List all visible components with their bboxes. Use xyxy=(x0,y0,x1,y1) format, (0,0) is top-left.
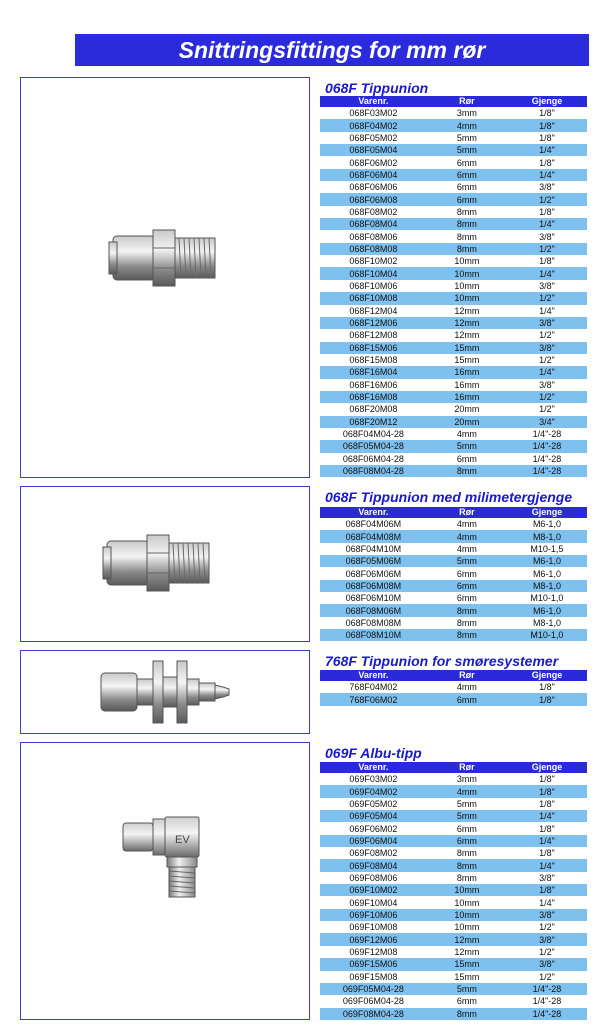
cell-ror: 8mm xyxy=(427,206,507,218)
cell-varenr: 068F05M02 xyxy=(320,132,427,144)
cell-ror: 10mm xyxy=(427,255,507,267)
column-header-ror: Rør xyxy=(427,762,507,773)
cell-varenr: 068F04M04-28 xyxy=(320,428,427,440)
cell-ror: 8mm xyxy=(427,465,507,477)
cell-gjenge: 3/8" xyxy=(507,181,587,193)
table-row xyxy=(320,107,587,119)
table-row xyxy=(320,354,587,366)
cell-gjenge: 1/4"-28 xyxy=(507,428,587,440)
cell-varenr: 069F06M04-28 xyxy=(320,995,427,1007)
table-row xyxy=(320,798,587,810)
cell-varenr: 069F12M08 xyxy=(320,946,427,958)
cell-ror: 8mm xyxy=(427,629,507,641)
cell-varenr: 069F10M02 xyxy=(320,884,427,896)
cell-gjenge: 1/8" xyxy=(507,847,587,859)
cell-ror: 6mm xyxy=(427,169,507,181)
cell-varenr: 068F12M08 xyxy=(320,329,427,341)
cell-ror: 3mm xyxy=(427,773,507,785)
cell-gjenge: 3/8" xyxy=(507,342,587,354)
table-row xyxy=(320,995,587,1007)
cell-ror: 8mm xyxy=(427,230,507,242)
cell-varenr: 068F12M06 xyxy=(320,317,427,329)
table-row xyxy=(320,958,587,970)
table-header-row xyxy=(320,96,587,107)
cell-ror: 10mm xyxy=(427,921,507,933)
table-row xyxy=(320,884,587,896)
parts-table-albu xyxy=(320,762,587,1020)
column-header-ror: Rør xyxy=(427,96,507,107)
cell-varenr: 068F10M06 xyxy=(320,280,427,292)
cell-gjenge: 1/8" xyxy=(507,798,587,810)
cell-ror: 8mm xyxy=(427,1008,507,1020)
cell-varenr: 068F08M04-28 xyxy=(320,465,427,477)
table-row xyxy=(320,181,587,193)
section-title-tippunion-metric: 068F Tippunion med milimetergjenge xyxy=(325,489,573,505)
table-row xyxy=(320,267,587,279)
cell-ror: 6mm xyxy=(427,835,507,847)
page-title: Snittringsfittings for mm rør xyxy=(178,37,486,63)
cell-varenr: 069F10M08 xyxy=(320,921,427,933)
table-header-row xyxy=(320,670,587,681)
cell-gjenge: 1/4" xyxy=(507,169,587,181)
cell-gjenge: 1/8" xyxy=(507,785,587,797)
table-row xyxy=(320,243,587,255)
cell-gjenge: M8-1,0 xyxy=(507,530,587,542)
cell-varenr: 069F15M06 xyxy=(320,958,427,970)
cell-gjenge: M8-1,0 xyxy=(507,617,587,629)
table-row xyxy=(320,810,587,822)
cell-gjenge: 1/2" xyxy=(507,403,587,415)
column-header-gjenge: Gjenge xyxy=(507,507,587,518)
cell-ror: 12mm xyxy=(427,933,507,945)
cell-gjenge: 3/8" xyxy=(507,280,587,292)
cell-varenr: 068F08M06 xyxy=(320,230,427,242)
table-row xyxy=(320,872,587,884)
cell-gjenge: 3/4" xyxy=(507,416,587,428)
cell-varenr: 068F06M08M xyxy=(320,580,427,592)
cell-gjenge: 1/8" xyxy=(507,156,587,168)
table-row xyxy=(320,342,587,354)
cell-ror: 4mm xyxy=(427,681,507,693)
table-row xyxy=(320,530,587,542)
product-photo-tippunion xyxy=(20,77,310,478)
cell-varenr: 068F04M10M xyxy=(320,543,427,555)
cell-ror: 16mm xyxy=(427,366,507,378)
cell-gjenge: 1/8" xyxy=(507,693,587,705)
cell-gjenge: 1/2" xyxy=(507,292,587,304)
product-photo-grease xyxy=(20,650,310,734)
cell-varenr: 068F16M08 xyxy=(320,391,427,403)
cell-gjenge: 1/2" xyxy=(507,391,587,403)
cell-gjenge: 1/4" xyxy=(507,366,587,378)
cell-gjenge: 1/4" xyxy=(507,218,587,230)
column-header-varenr: Varenr. xyxy=(320,670,427,681)
cell-ror: 20mm xyxy=(427,403,507,415)
cell-varenr: 068F05M06M xyxy=(320,555,427,567)
cell-gjenge: 1/8" xyxy=(507,255,587,267)
table-row xyxy=(320,206,587,218)
cell-ror: 8mm xyxy=(427,243,507,255)
cell-gjenge: 1/4" xyxy=(507,144,587,156)
cell-gjenge: 1/2" xyxy=(507,243,587,255)
table-row xyxy=(320,280,587,292)
cell-varenr: 068F15M08 xyxy=(320,354,427,366)
cell-ror: 10mm xyxy=(427,909,507,921)
elbow-fitting-label: EV xyxy=(175,834,190,846)
cell-varenr: 069F08M02 xyxy=(320,847,427,859)
cell-gjenge: 1/8" xyxy=(507,132,587,144)
cell-gjenge: 1/4"-28 xyxy=(507,440,587,452)
column-header-ror: Rør xyxy=(427,670,507,681)
parts-table-grease xyxy=(320,670,587,706)
cell-varenr: 069F06M02 xyxy=(320,822,427,834)
cell-gjenge: 1/4"-28 xyxy=(507,465,587,477)
elbow-fitting-icon xyxy=(119,813,209,903)
table-row xyxy=(320,629,587,641)
table-row xyxy=(320,971,587,983)
cell-ror: 12mm xyxy=(427,317,507,329)
cell-gjenge: 1/2" xyxy=(507,971,587,983)
cell-varenr: 068F08M08 xyxy=(320,243,427,255)
cell-ror: 10mm xyxy=(427,267,507,279)
cell-varenr: 068F08M10M xyxy=(320,629,427,641)
cell-gjenge: 1/2" xyxy=(507,354,587,366)
cell-ror: 5mm xyxy=(427,798,507,810)
cell-varenr: 069F05M04-28 xyxy=(320,983,427,995)
cell-gjenge: 1/2" xyxy=(507,921,587,933)
cell-ror: 5mm xyxy=(427,132,507,144)
table-row xyxy=(320,785,587,797)
cell-gjenge: 1/4" xyxy=(507,859,587,871)
cell-varenr: 068F08M02 xyxy=(320,206,427,218)
column-header-ror: Rør xyxy=(427,507,507,518)
column-header-gjenge: Gjenge xyxy=(507,670,587,681)
table-row xyxy=(320,379,587,391)
table-row xyxy=(320,896,587,908)
parts-table-tippunion xyxy=(320,96,587,477)
table-row xyxy=(320,440,587,452)
straight-union-fitting-icon xyxy=(107,218,219,298)
table-row xyxy=(320,132,587,144)
column-header-gjenge: Gjenge xyxy=(507,96,587,107)
parts-table-tippunion-metric xyxy=(320,507,587,641)
cell-varenr: 768F06M02 xyxy=(320,693,427,705)
cell-varenr: 068F05M04-28 xyxy=(320,440,427,452)
cell-ror: 6mm xyxy=(427,693,507,705)
cell-varenr: 068F16M06 xyxy=(320,379,427,391)
table-row xyxy=(320,773,587,785)
table-row xyxy=(320,567,587,579)
cell-ror: 15mm xyxy=(427,971,507,983)
cell-ror: 12mm xyxy=(427,946,507,958)
cell-ror: 6mm xyxy=(427,567,507,579)
cell-gjenge: 3/8" xyxy=(507,317,587,329)
table-row xyxy=(320,218,587,230)
table-row xyxy=(320,983,587,995)
table-row xyxy=(320,835,587,847)
cell-varenr: 068F05M04 xyxy=(320,144,427,156)
cell-ror: 6mm xyxy=(427,995,507,1007)
cell-ror: 15mm xyxy=(427,354,507,366)
table-row xyxy=(320,543,587,555)
cell-gjenge: 1/8" xyxy=(507,681,587,693)
cell-ror: 20mm xyxy=(427,416,507,428)
table-row xyxy=(320,693,587,705)
cell-ror: 4mm xyxy=(427,119,507,131)
table-row xyxy=(320,428,587,440)
cell-ror: 10mm xyxy=(427,280,507,292)
table-row xyxy=(320,847,587,859)
cell-ror: 6mm xyxy=(427,592,507,604)
section-title-grease: 768F Tippunion for smøresystemer xyxy=(325,653,559,669)
cell-gjenge: 3/8" xyxy=(507,379,587,391)
table-row xyxy=(320,933,587,945)
cell-ror: 8mm xyxy=(427,218,507,230)
cell-varenr: 069F03M02 xyxy=(320,773,427,785)
bulkhead-grease-fitting-icon xyxy=(97,657,237,727)
section-title-albu: 069F Albu-tipp xyxy=(325,745,422,761)
cell-gjenge: 1/2" xyxy=(507,946,587,958)
cell-gjenge: 1/4"-28 xyxy=(507,1008,587,1020)
cell-ror: 5mm xyxy=(427,440,507,452)
cell-ror: 6mm xyxy=(427,193,507,205)
cell-varenr: 069F08M04 xyxy=(320,859,427,871)
cell-varenr: 068F06M08 xyxy=(320,193,427,205)
cell-varenr: 068F06M10M xyxy=(320,592,427,604)
page-title-banner xyxy=(75,34,589,66)
cell-varenr: 069F15M08 xyxy=(320,971,427,983)
cell-gjenge: 1/8" xyxy=(507,119,587,131)
table-row xyxy=(320,453,587,465)
cell-varenr: 068F06M04 xyxy=(320,169,427,181)
column-header-gjenge: Gjenge xyxy=(507,762,587,773)
cell-ror: 5mm xyxy=(427,144,507,156)
cell-gjenge: 3/8" xyxy=(507,933,587,945)
cell-ror: 10mm xyxy=(427,896,507,908)
cell-gjenge: M6-1,0 xyxy=(507,567,587,579)
cell-varenr: 069F05M02 xyxy=(320,798,427,810)
table-row xyxy=(320,604,587,616)
cell-ror: 8mm xyxy=(427,847,507,859)
cell-gjenge: 1/4" xyxy=(507,835,587,847)
cell-ror: 8mm xyxy=(427,859,507,871)
cell-ror: 6mm xyxy=(427,181,507,193)
table-row xyxy=(320,391,587,403)
table-row xyxy=(320,366,587,378)
cell-varenr: 069F05M04 xyxy=(320,810,427,822)
table-row xyxy=(320,592,587,604)
cell-gjenge: 1/4" xyxy=(507,267,587,279)
cell-gjenge: M6-1,0 xyxy=(507,555,587,567)
cell-ror: 5mm xyxy=(427,983,507,995)
table-row xyxy=(320,329,587,341)
cell-varenr: 068F08M04 xyxy=(320,218,427,230)
table-row xyxy=(320,119,587,131)
cell-varenr: 069F08M06 xyxy=(320,872,427,884)
table-row xyxy=(320,617,587,629)
cell-varenr: 068F10M02 xyxy=(320,255,427,267)
cell-varenr: 069F10M06 xyxy=(320,909,427,921)
cell-gjenge: 1/8" xyxy=(507,206,587,218)
cell-gjenge: M10-1,0 xyxy=(507,629,587,641)
cell-varenr: 069F06M04 xyxy=(320,835,427,847)
table-row xyxy=(320,822,587,834)
table-row xyxy=(320,465,587,477)
table-row xyxy=(320,416,587,428)
cell-varenr: 068F08M06M xyxy=(320,604,427,616)
table-row xyxy=(320,292,587,304)
cell-varenr: 068F04M06M xyxy=(320,518,427,530)
cell-varenr: 068F16M04 xyxy=(320,366,427,378)
cell-gjenge: 1/8" xyxy=(507,884,587,896)
product-photo-albu xyxy=(20,742,310,1020)
cell-varenr: 069F12M06 xyxy=(320,933,427,945)
cell-gjenge: 1/4"-28 xyxy=(507,983,587,995)
table-row xyxy=(320,681,587,693)
cell-gjenge: M8-1,0 xyxy=(507,580,587,592)
cell-gjenge: 1/4" xyxy=(507,305,587,317)
cell-varenr: 068F06M06M xyxy=(320,567,427,579)
cell-varenr: 068F06M02 xyxy=(320,156,427,168)
table-row xyxy=(320,909,587,921)
cell-varenr: 068F20M12 xyxy=(320,416,427,428)
cell-ror: 6mm xyxy=(427,580,507,592)
cell-varenr: 068F20M08 xyxy=(320,403,427,415)
cell-gjenge: 1/8" xyxy=(507,107,587,119)
cell-varenr: 068F04M02 xyxy=(320,119,427,131)
cell-ror: 12mm xyxy=(427,329,507,341)
cell-gjenge: 1/4"-28 xyxy=(507,995,587,1007)
cell-ror: 6mm xyxy=(427,453,507,465)
table-row xyxy=(320,921,587,933)
cell-ror: 6mm xyxy=(427,822,507,834)
cell-varenr: 069F08M04-28 xyxy=(320,1008,427,1020)
table-row xyxy=(320,946,587,958)
cell-ror: 10mm xyxy=(427,884,507,896)
cell-ror: 8mm xyxy=(427,617,507,629)
column-header-varenr: Varenr. xyxy=(320,507,427,518)
cell-varenr: 768F04M02 xyxy=(320,681,427,693)
table-row xyxy=(320,1008,587,1020)
table-row xyxy=(320,156,587,168)
cell-gjenge: M6-1,0 xyxy=(507,604,587,616)
cell-ror: 5mm xyxy=(427,555,507,567)
cell-varenr: 069F04M02 xyxy=(320,785,427,797)
table-row xyxy=(320,169,587,181)
cell-gjenge: 3/8" xyxy=(507,909,587,921)
table-row xyxy=(320,144,587,156)
cell-gjenge: 1/4"-28 xyxy=(507,453,587,465)
column-header-varenr: Varenr. xyxy=(320,96,427,107)
cell-ror: 12mm xyxy=(427,305,507,317)
cell-gjenge: M10-1,0 xyxy=(507,592,587,604)
cell-ror: 4mm xyxy=(427,543,507,555)
cell-gjenge: 3/8" xyxy=(507,958,587,970)
cell-ror: 4mm xyxy=(427,518,507,530)
cell-ror: 5mm xyxy=(427,810,507,822)
cell-varenr: 068F10M04 xyxy=(320,267,427,279)
cell-ror: 16mm xyxy=(427,379,507,391)
cell-gjenge: 1/2" xyxy=(507,193,587,205)
cell-gjenge: 1/4" xyxy=(507,896,587,908)
product-photo-tippunion-metric xyxy=(20,486,310,642)
cell-varenr: 068F06M04-28 xyxy=(320,453,427,465)
cell-varenr: 068F03M02 xyxy=(320,107,427,119)
table-row xyxy=(320,518,587,530)
table-row xyxy=(320,555,587,567)
cell-varenr: 069F10M04 xyxy=(320,896,427,908)
cell-gjenge: 1/8" xyxy=(507,773,587,785)
cell-varenr: 068F04M08M xyxy=(320,530,427,542)
cell-gjenge: 3/8" xyxy=(507,230,587,242)
cell-ror: 15mm xyxy=(427,958,507,970)
table-row xyxy=(320,403,587,415)
cell-ror: 10mm xyxy=(427,292,507,304)
cell-varenr: 068F10M08 xyxy=(320,292,427,304)
column-header-varenr: Varenr. xyxy=(320,762,427,773)
cell-varenr: 068F06M06 xyxy=(320,181,427,193)
table-row xyxy=(320,317,587,329)
cell-ror: 16mm xyxy=(427,391,507,403)
cell-ror: 8mm xyxy=(427,872,507,884)
cell-ror: 8mm xyxy=(427,604,507,616)
cell-ror: 4mm xyxy=(427,530,507,542)
cell-ror: 3mm xyxy=(427,107,507,119)
cell-ror: 6mm xyxy=(427,156,507,168)
cell-ror: 15mm xyxy=(427,342,507,354)
cell-ror: 4mm xyxy=(427,785,507,797)
table-row xyxy=(320,193,587,205)
cell-varenr: 068F12M04 xyxy=(320,305,427,317)
cell-gjenge: 1/4" xyxy=(507,810,587,822)
table-header-row xyxy=(320,507,587,518)
section-title-tippunion: 068F Tippunion xyxy=(325,80,429,96)
cell-varenr: 068F08M08M xyxy=(320,617,427,629)
straight-union-metric-fitting-icon xyxy=(101,523,213,603)
cell-gjenge: 1/2" xyxy=(507,329,587,341)
cell-varenr: 068F15M06 xyxy=(320,342,427,354)
table-header-row xyxy=(320,762,587,773)
cell-gjenge: M6-1,0 xyxy=(507,518,587,530)
cell-gjenge: 3/8" xyxy=(507,872,587,884)
table-row xyxy=(320,580,587,592)
cell-gjenge: M10-1,5 xyxy=(507,543,587,555)
table-row xyxy=(320,305,587,317)
table-row xyxy=(320,230,587,242)
table-row xyxy=(320,859,587,871)
cell-ror: 4mm xyxy=(427,428,507,440)
table-row xyxy=(320,255,587,267)
cell-gjenge: 1/8" xyxy=(507,822,587,834)
